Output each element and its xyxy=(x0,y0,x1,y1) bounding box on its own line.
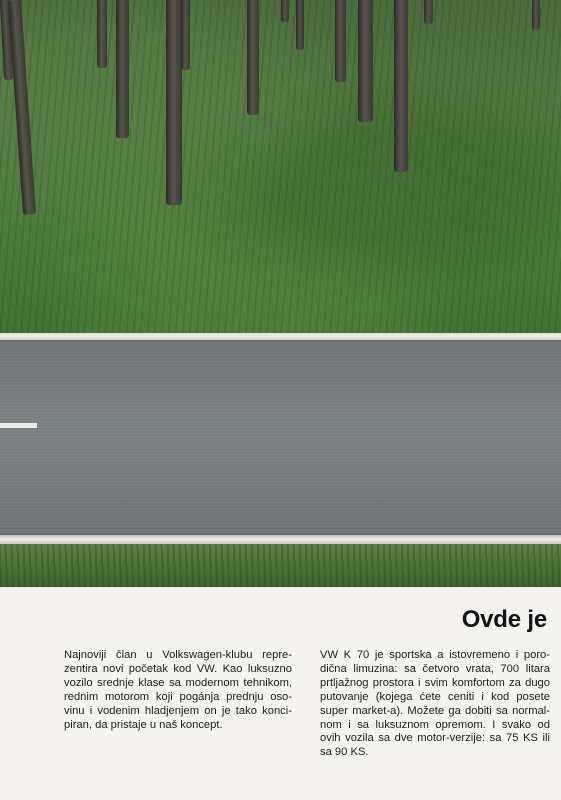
body-column-right: VW K 70 je sportska a istovremeno i poro-dična limuzina: sa četvoro vrata, 700 litara prtljažnog prostora i svim komfortom za dugo putovanje (kojega ćete ceniti i kod posete super market-a). Možete ga dobiti sa normal-nom i sa luksuznom opremom. I svako od ovih vozila sa dve motor-verzije: sa 75 KS ili sa 90 KS. xyxy=(320,649,550,759)
tree-trunk xyxy=(181,0,190,70)
grass-slope xyxy=(0,0,561,334)
road-lane-marking xyxy=(0,423,37,428)
tree-trunk xyxy=(424,0,433,24)
road-kerb-top xyxy=(0,333,561,340)
road-kerb-bottom xyxy=(0,535,561,544)
tree-trunk xyxy=(335,0,346,82)
tree-trunk xyxy=(247,0,259,115)
tree-trunk xyxy=(532,0,540,30)
headline: Ovde je xyxy=(461,606,547,633)
body-column-left: Najnoviji član u Volkswagen-klubu repre-zentira novi početak kod VW. Kao luksuzno vozilo srednje klase sa modernom tehnikom, rednim motorom koji pogánja prednju oso-vinu i vodenim hladjenjem on je tako konci-piran, da pristaje u naš koncept. xyxy=(64,649,292,731)
tree-trunk xyxy=(281,0,289,22)
tree-trunk xyxy=(116,0,129,138)
tree-trunk xyxy=(394,0,408,172)
road-surface xyxy=(0,340,561,536)
tree-trunk xyxy=(296,0,304,50)
tree-trunk xyxy=(166,0,182,205)
tree-trunk xyxy=(358,0,373,122)
grass-verge xyxy=(0,544,561,587)
tree-trunk xyxy=(97,0,107,68)
